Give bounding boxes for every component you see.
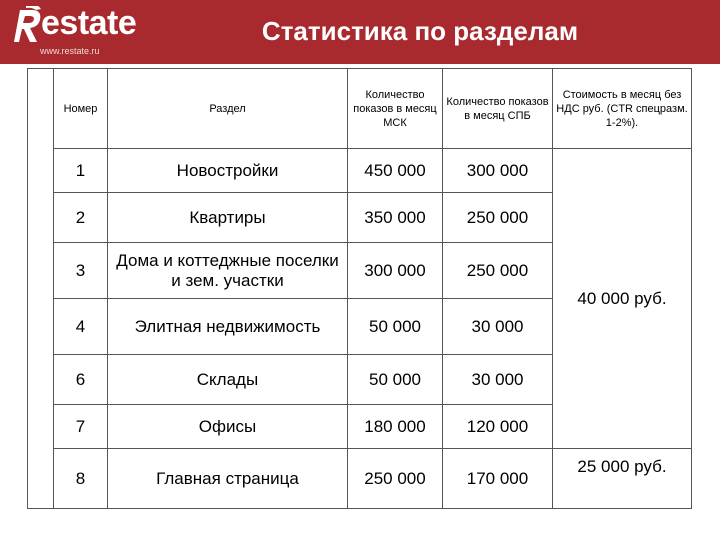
table-row [28, 449, 692, 509]
row-msk: 180 000 [348, 405, 443, 449]
row-num: 3 [54, 243, 108, 299]
row-spb: 300 000 [443, 149, 553, 193]
row-num: 7 [54, 405, 108, 449]
cost-main: 25 000 руб. [553, 449, 692, 509]
page-title: Статистика по разделам [261, 16, 579, 46]
row-num: 2 [54, 193, 108, 243]
header-spb: Количество показов в месяц СПБ [443, 69, 553, 149]
row-section: Элитная недвижимость [108, 299, 348, 355]
header-num: Номер [54, 69, 108, 149]
row-spb: 30 000 [443, 299, 553, 355]
header-bar [0, 0, 720, 64]
header-cost: Стоимость в месяц без НДС руб. (CTR спецразм. 1-2%). [553, 69, 692, 149]
row-msk: 450 000 [348, 149, 443, 193]
row-section: Склады [108, 355, 348, 405]
row-num: 4 [54, 299, 108, 355]
logo-url: www.restate.ru [40, 46, 100, 56]
restate-logo[interactable] [10, 4, 150, 60]
row-spb: 120 000 [443, 405, 553, 449]
logo-r-icon [10, 6, 44, 44]
table-header-row [28, 69, 692, 149]
row-section: Офисы [108, 405, 348, 449]
row-section: Главная страница [108, 449, 348, 509]
row-num: 6 [54, 355, 108, 405]
header-msk: Количество показов в месяц МСК [348, 69, 443, 149]
row-section: Дома и коттеджные поселки и зем. участки [108, 243, 348, 299]
row-spb: 30 000 [443, 355, 553, 405]
row-section: Новостройки [108, 149, 348, 193]
row-spb: 250 000 [443, 243, 553, 299]
row-msk: 350 000 [348, 193, 443, 243]
table-row [28, 149, 692, 193]
row-num: 1 [54, 149, 108, 193]
logo-text: estate [41, 4, 137, 42]
cost-group: 40 000 руб. [553, 149, 692, 449]
row-msk: 50 000 [348, 299, 443, 355]
table-lead-column [28, 69, 54, 509]
row-num: 8 [54, 449, 108, 509]
row-msk: 300 000 [348, 243, 443, 299]
row-spb: 170 000 [443, 449, 553, 509]
row-section: Квартиры [108, 193, 348, 243]
stats-table [27, 68, 692, 509]
row-msk: 250 000 [348, 449, 443, 509]
header-section: Раздел [108, 69, 348, 149]
row-spb: 250 000 [443, 193, 553, 243]
row-msk: 50 000 [348, 355, 443, 405]
